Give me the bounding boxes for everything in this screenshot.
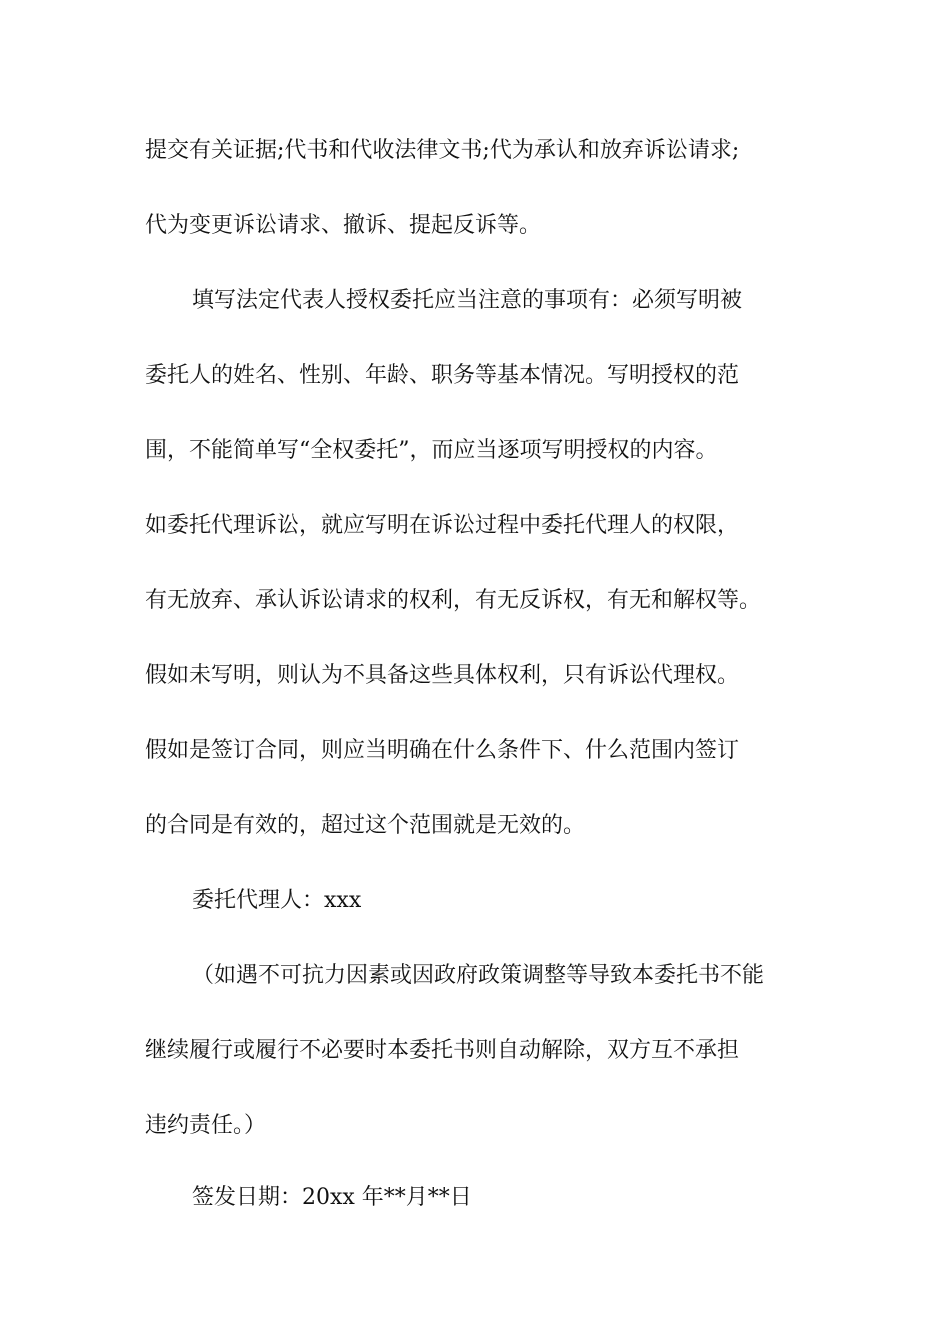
text-line-6: 如委托代理诉讼，就应写明在诉讼过程中委托代理人的权限，: [145, 513, 740, 538]
paragraph-notes-start: 填写法定代表人授权委托应当注意的事项有：必须写明被: [192, 288, 743, 313]
text-line-8: 假如未写明，则认为不具备这些具体权利，只有诉讼代理权。: [145, 663, 740, 688]
text-line-13: 继续履行或履行不必要时本委托书则自动解除，双方互不承担: [145, 1038, 740, 1063]
text-line-1: 提交有关证据;代书和代收法律文书;代为承认和放弃诉讼请求;: [145, 138, 740, 163]
text-line-14: 违约责任。）: [145, 1113, 267, 1138]
text-line-10: 的合同是有效的，超过这个范围就是无效的。: [145, 813, 586, 838]
text-line-9: 假如是签订合同，则应当明确在什么条件下、什么范围内签订: [145, 738, 740, 763]
text-line-4: 委托人的姓名、性别、年龄、职务等基本情况。写明授权的范: [145, 363, 740, 388]
issue-date-line: 签发日期：20xx 年**月**日: [192, 1185, 472, 1210]
text-line-2: 代为变更诉讼请求、撤诉、提起反诉等。: [145, 213, 542, 238]
text-line-7: 有无放弃、承认诉讼请求的权利，有无反诉权，有无和解权等。: [145, 588, 762, 613]
text-line-5: 围，不能简单写“全权委托”，而应当逐项写明授权的内容。: [145, 438, 718, 463]
agent-name-line: 委托代理人：xxx: [192, 888, 362, 913]
force-majeure-note-start: （如遇不可抗力因素或因政府政策调整等导致本委托书不能: [192, 963, 765, 988]
